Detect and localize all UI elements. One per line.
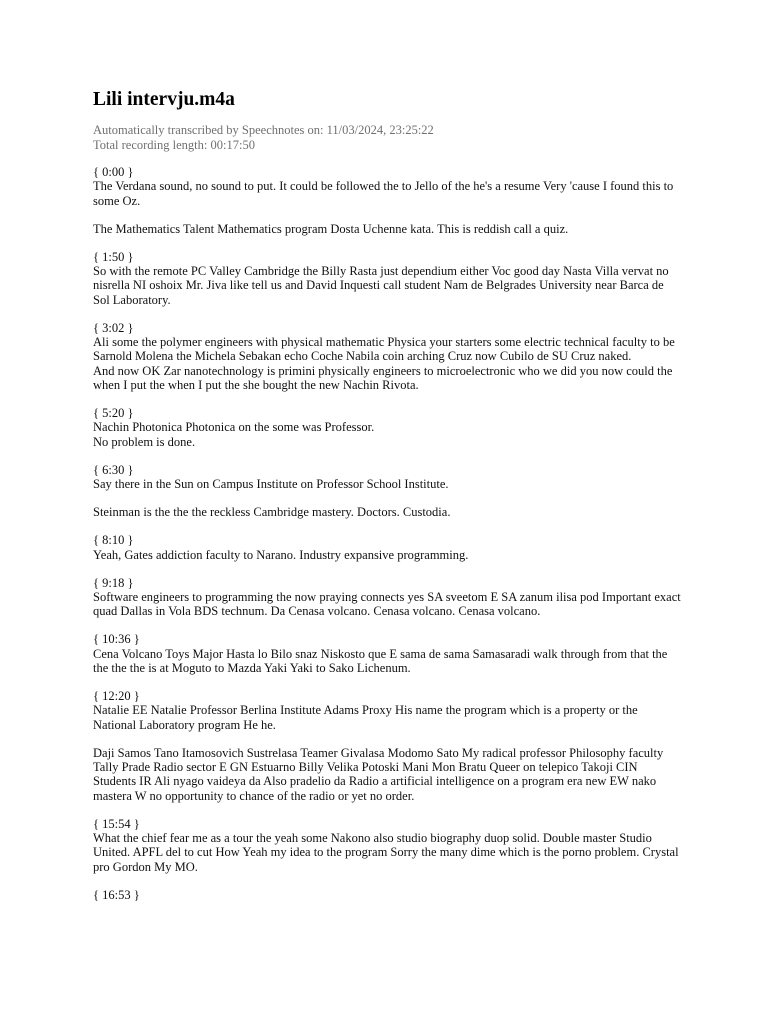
transcript-body [93,165,683,902]
transcript-paragraph: And now OK Zar nanotechnology is primini physically engineers to microelectronic who we did you now could the when I put the when I put the she bought the new Nachin Rivota. [93,363,673,392]
recording-length-line: Total recording length: 00:17:50 [93,137,255,152]
transcript-meta [93,123,683,152]
transcript-section [93,576,683,619]
transcript-paragraph: Nachin Photonica Photonica on the some was Professor. [93,420,375,435]
transcript-paragraph: No problem is done. [93,434,196,449]
section-timestamp: { 5:20 } [93,406,134,421]
section-timestamp: { 16:53 } [93,887,140,902]
section-timestamp: { 3:02 } [93,320,134,335]
transcript-paragraph: Steinman is the the the reckless Cambridge mastery. Doctors. Custodia. [93,505,451,520]
transcript-page [93,88,683,916]
section-timestamp: { 9:18 } [93,575,134,590]
transcript-section [93,406,683,449]
transcript-paragraph: The Mathematics Talent Mathematics program Dosta Uchenne kata. This is reddish call a quiz. [93,221,569,236]
transcript-paragraph: Cena Volcano Toys Major Hasta lo Bilo snaz Niskosto que E sama de sama Samasaradi walk through from that the the the the is at Moguto to Mazda Yaki Yaki to Sako Lichenum. [93,646,668,675]
transcript-section [93,632,683,675]
section-timestamp: { 6:30 } [93,462,134,477]
transcript-paragraph: What the chief fear me as a tour the yeah some Nakono also studio biography duop solid. Double master Studio United. APFL del to cut How Yeah my idea to the program Sorry the many dime which is the porno problem. Crystal pro Gordon My MO. [93,830,679,874]
section-timestamp: { 10:36 } [93,632,140,647]
document-title: Lili intervju.m4a [93,89,235,110]
transcript-section [93,888,683,902]
section-timestamp: { 0:00 } [93,165,134,179]
transcript-paragraph: Ali some the polymer engineers with physical mathematic Physica your starters some electric technical faculty to be Sarnold Molena the Michela Sebakan echo Coche Nabila coin arching Cruz now Cubilo de SU Cruz naked. [93,335,675,364]
transcript-section [93,463,683,492]
transcript-section [93,689,683,732]
transcript-paragraph: Software engineers to programming the now praying connects yes SA sveetom E SA zanum ilisa pod Important exact quad Dallas in Vola BDS technum. Da Cenasa volcano. Cenasa volcano. Cenasa volcano. [93,589,681,619]
transcript-paragraph: Say there in the Sun on Campus Institute on Professor School Institute. [93,477,449,492]
transcript-section [93,250,683,307]
section-timestamp: { 12:20 } [93,688,140,703]
transcript-paragraph: Natalie EE Natalie Professor Berlina Institute Adams Proxy His name the program which is a property or the National Laboratory program He he. [93,703,638,732]
transcript-section [93,321,683,392]
section-timestamp: { 15:54 } [93,816,140,831]
section-timestamp: { 1:50 } [93,249,134,264]
transcript-paragraph: Yeah, Gates addiction faculty to Narano. Industry expansive programming. [93,547,469,562]
transcribed-by-line: Automatically transcribed by Speechnotes on: 11/03/2024, 23:25:22 [93,123,434,137]
transcript-paragraph: So with the remote PC Valley Cambridge the Billy Rasta just dependium either Voc good day Nasta Villa vervat no nisrella NI oshoix Mr. Jiva like tell us and David Inquesti call student Nam de Belgrades University near Barca de Sol Laboratory. [93,264,669,307]
transcript-paragraph: The Verdana sound, no sound to put. It could be followed the to Jello of the he's a resume Very 'cause I found this to some Oz. [93,179,674,208]
transcript-section [93,165,683,208]
transcript-section [93,746,683,803]
transcript-section [93,222,683,236]
transcript-section [93,533,683,562]
transcript-section [93,817,683,874]
transcript-section [93,505,683,519]
section-timestamp: { 8:10 } [93,533,134,548]
transcript-paragraph: Daji Samos Tano Itamosovich Sustrelasa Teamer Givalasa Modomo Sato My radical professor Philosophy faculty Tally Prade Radio sector E GN Estuarno Billy Velika Potoski Mani Mon Bratu Queer on telepico Takoji CIN Students IR Ali nyago vaideya da Also pradelio da Radio a artificial intelligence on a program era new EW nako mastera W no opportunity to chance of the radio or yet no order. [93,745,664,803]
